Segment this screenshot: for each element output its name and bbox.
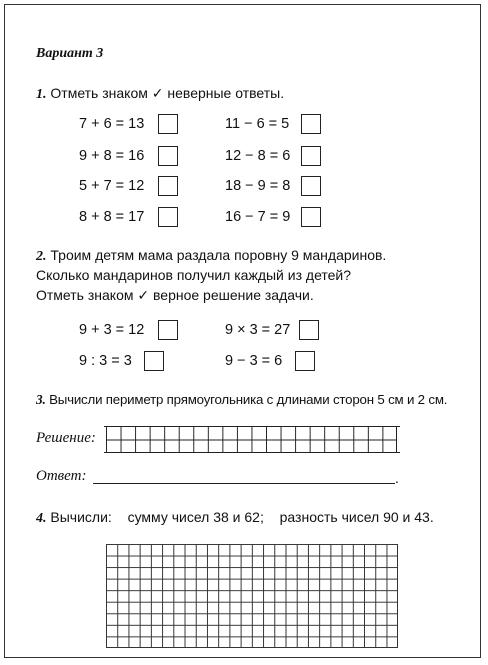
- task1-heading: [36, 85, 284, 103]
- task1-expr-2: 9 + 8 = 16: [79, 148, 145, 164]
- task2-line1: [36, 247, 386, 265]
- answer-label: Ответ:: [36, 468, 87, 484]
- task2-option-1: 9 + 3 = 12: [79, 322, 145, 338]
- answer-period: .: [395, 470, 399, 486]
- solution-label: Решение:: [36, 430, 96, 446]
- task1-expr-6: 12 − 8 = 6: [225, 148, 291, 164]
- task1-number: 1.: [36, 87, 47, 102]
- task1-expr-3: 5 + 7 = 12: [79, 178, 145, 194]
- answer-checkbox[interactable]: [301, 207, 321, 227]
- answer-checkbox[interactable]: [301, 176, 321, 196]
- task4-heading: [36, 509, 434, 527]
- answer-line[interactable]: [93, 483, 395, 484]
- answer-checkbox[interactable]: [295, 351, 315, 371]
- answer-checkbox[interactable]: [158, 176, 178, 196]
- task2-option-2: 9 × 3 = 27: [225, 322, 291, 338]
- task2-line3: [36, 287, 314, 304]
- answer-checkbox[interactable]: [158, 146, 178, 166]
- solution-grid-bottom-line: [104, 452, 400, 453]
- task4-text-c: разность чисел 90 и 43.: [279, 509, 434, 525]
- task2-option-3: 9 : 3 = 3: [79, 353, 132, 369]
- task1-text-after: неверные ответы.: [167, 85, 285, 101]
- task4-text-b: сумму чисел 38 и 62;: [127, 509, 264, 525]
- answer-checkbox[interactable]: [158, 114, 178, 134]
- task1-expr-8: 16 − 7 = 9: [225, 209, 291, 225]
- task1-expr-7: 18 − 9 = 8: [225, 178, 291, 194]
- answer-checkbox[interactable]: [301, 146, 321, 166]
- task2-line2: Сколько мандаринов получил каждый из детей?: [36, 267, 352, 283]
- task4-text-a: Вычисли:: [50, 509, 112, 525]
- task1-text-before: Отметь знаком: [50, 85, 148, 101]
- variant-title: Вариант 3: [36, 46, 104, 61]
- calculation-grid[interactable]: [106, 544, 398, 648]
- task1-expr-1: 7 + 6 = 13: [79, 116, 145, 132]
- answer-checkbox[interactable]: [158, 320, 178, 340]
- task2-number: 2.: [36, 249, 47, 264]
- check-icon: ✓: [137, 287, 150, 303]
- task2-text-after: верное решение задачи.: [153, 287, 314, 303]
- task3-heading: [36, 392, 447, 408]
- task4-number: 4.: [36, 511, 47, 526]
- task2-text-before: Отметь знаком: [36, 287, 134, 303]
- task1-expr-5: 11 − 6 = 5: [225, 116, 290, 132]
- task2-text-line1: Троим детям мама раздала поровну 9 мандаринов.: [50, 247, 387, 263]
- answer-checkbox[interactable]: [158, 207, 178, 227]
- task3-text: Вычисли периметр прямоугольника с длинами сторон 5 см и 2 см.: [49, 392, 448, 407]
- answer-checkbox[interactable]: [299, 320, 319, 340]
- solution-grid[interactable]: [106, 426, 397, 453]
- answer-checkbox[interactable]: [301, 114, 321, 134]
- check-icon: ✓: [151, 85, 164, 101]
- answer-checkbox[interactable]: [144, 351, 164, 371]
- solution-grid-top-line: [104, 426, 400, 427]
- task1-expr-4: 8 + 8 = 17: [79, 209, 145, 225]
- task3-number: 3.: [36, 392, 46, 407]
- task2-option-4: 9 − 3 = 6: [225, 353, 283, 369]
